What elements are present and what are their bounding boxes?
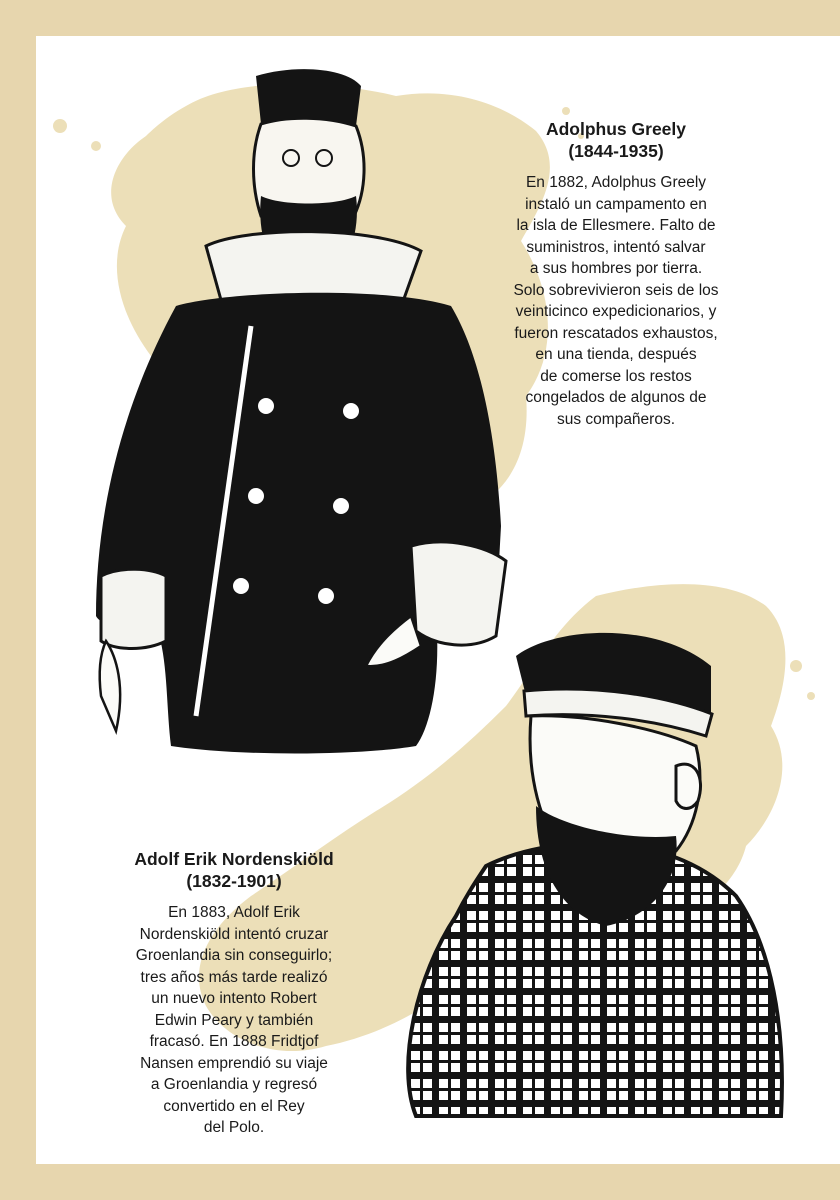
greely-years: (1844-1935): [568, 141, 664, 161]
greely-bio-line: la isla de Ellesmere. Falto de: [516, 217, 716, 234]
splash-drop: [562, 107, 570, 115]
greely-coat-button: [333, 498, 349, 514]
greely-bio-line: instaló un campamento en: [525, 195, 707, 213]
nordenskiold-bio-line: un nuevo intento Robert: [151, 990, 317, 1007]
greely-bio-line: Solo sobrevivieron seis de los: [513, 281, 719, 299]
greely-bio: [466, 118, 766, 430]
nordenskiold-bio-line: Nansen emprendió su viaje: [140, 1054, 328, 1072]
greely-left-hand: [100, 641, 121, 731]
greely-coat-button: [318, 588, 334, 604]
nordenskiold-bio-line: Edwin Peary y también: [154, 1011, 314, 1029]
greely-bio-line: veinticinco expedicionarios, y: [515, 303, 717, 320]
nordenskiold-portrait: [376, 596, 796, 1126]
nordenskiold-bio-line: fracasó. En 1888 Fridtjof: [149, 1033, 319, 1050]
greely-cuff-left: [101, 569, 166, 648]
nordenskiold-bio-line: convertido en el Rey: [163, 1097, 305, 1115]
greely-bio-line: congelados de algunos de: [525, 389, 707, 406]
greely-bio-line: suministros, intentó salvar: [526, 238, 706, 256]
greely-bio-line: En 1882, Adolphus Greely: [525, 174, 707, 191]
nordenskiold-bio-line: Groenlandia sin conseguirlo;: [135, 947, 333, 964]
greely-name: Adolphus Greely: [545, 119, 687, 139]
greely-bio-line: fueron rescatados exhaustos,: [514, 324, 718, 342]
nordenskiold-bio: [84, 848, 384, 1139]
nordenskiold-ear: [676, 764, 701, 808]
page: [36, 36, 840, 1164]
nordenskiold-bio-line: del Polo.: [203, 1119, 265, 1136]
nordenskiold-bio-line: a Groenlandia y regresó: [150, 1076, 318, 1093]
greely-coat-button: [233, 578, 249, 594]
nordenskiold-bio-line: Nordenskiöld intentó cruzar: [139, 925, 329, 943]
nordenskiold-name: Adolf Erik Nordenskiöld: [134, 849, 334, 869]
splash-drop: [807, 692, 815, 700]
greely-coat-button: [258, 398, 274, 414]
greely-bio-line: a sus hombres por tierra.: [529, 260, 703, 277]
greely-bio-line: en una tienda, después: [535, 346, 697, 363]
nordenskiold-bio-line: En 1883, Adolf Erik: [168, 904, 300, 921]
greely-coat-button: [343, 403, 359, 419]
greely-bio-line: de comerse los restos: [540, 367, 692, 385]
nordenskiold-bio-line: tres años más tarde realizó: [140, 968, 328, 986]
greely-bio-line: sus compañeros.: [556, 410, 676, 428]
nordenskiold-years: (1832-1901): [186, 871, 282, 891]
greely-coat-button: [248, 488, 264, 504]
